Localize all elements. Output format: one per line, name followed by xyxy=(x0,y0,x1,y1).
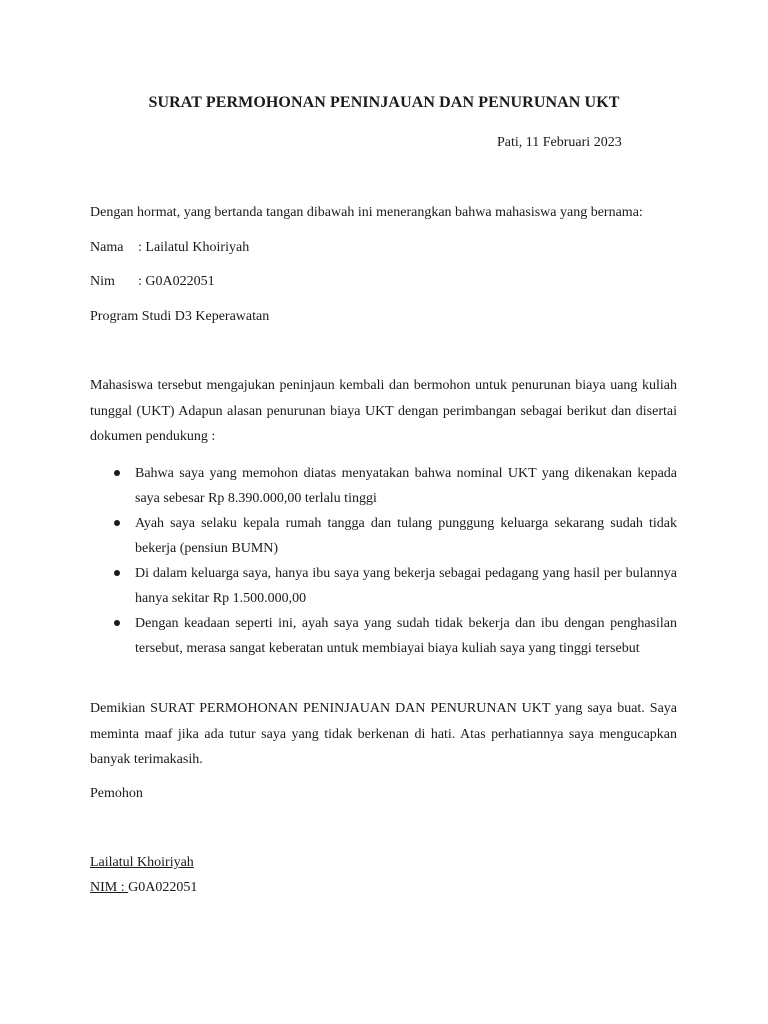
reason-item xyxy=(90,561,677,611)
bullet-icon xyxy=(114,570,120,576)
reasons-list xyxy=(90,461,677,661)
reason-text: Dengan keadaan seperti ini, ayah saya yang sudah tidak bekerja dan ibu dengan penghasilan tersebut, merasa sangat keberatan untuk membiayai biaya kuliah saya yang tinggi tersebut xyxy=(135,616,677,656)
signature-nim-label: NIM : xyxy=(90,880,129,895)
bullet-icon xyxy=(114,470,120,476)
reason-item xyxy=(90,461,677,511)
bullet-icon xyxy=(114,620,120,626)
bullet-icon xyxy=(114,520,120,526)
name-value: : Lailatul Khoiriyah xyxy=(138,240,250,255)
signature-name: Lailatul Khoiriyah xyxy=(90,855,194,870)
applicant-label: Pemohon xyxy=(90,786,143,801)
reason-text: Bahwa saya yang memohon diatas menyatakan bahwa nominal UKT yang dikenakan kepada saya sebesar Rp 8.390.000,00 terlalu tinggi xyxy=(135,466,677,506)
program-text: Program Studi D3 Keperawatan xyxy=(90,309,270,324)
signature-nim-row xyxy=(90,880,197,896)
greeting-text: Dengan hormat, yang bertanda tangan dibawah ini menerangkan bahwa mahasiswa yang bernama: xyxy=(90,205,643,220)
closing-paragraph: Demikian SURAT PERMOHONAN PENINJAUAN DAN PENURUNAN UKT yang saya buat. Saya meminta maaf jika ada tutur saya yang tidak berkenan di hati. Atas perhatiannya saya mengucapkan banyak terimakasih. xyxy=(90,701,677,767)
name-label: Nama xyxy=(90,240,124,255)
reason-item xyxy=(90,611,677,661)
reason-text: Di dalam keluarga saya, hanya ibu saya yang bekerja sebagai pedagang yang hasil per bulannya hanya sekitar Rp 1.500.000,00 xyxy=(135,566,677,606)
nim-label: Nim xyxy=(90,274,115,289)
reason-text: Ayah saya selaku kepala rumah tangga dan tulang punggung keluarga sekarang sudah tidak bekerja (pensiun BUMN) xyxy=(135,516,677,556)
intro-paragraph: Mahasiswa tersebut mengajukan peninjaun kembali dan bermohon untuk penurunan biaya uang kuliah tunggal (UKT) Adapun alasan penurunan biaya UKT dengan perimbangan sebagai berikut dan disertai dokumen pendukung : xyxy=(90,378,677,444)
reason-item xyxy=(90,511,677,561)
nim-value: : G0A022051 xyxy=(138,274,215,289)
nim-row xyxy=(90,274,215,290)
signature-nim-value: G0A022051 xyxy=(128,880,198,895)
letter-date: Pati, 11 Februari 2023 xyxy=(497,135,622,150)
name-row xyxy=(90,240,249,256)
letter-title: SURAT PERMOHONAN PENINJAUAN DAN PENURUNAN UKT xyxy=(148,94,620,111)
